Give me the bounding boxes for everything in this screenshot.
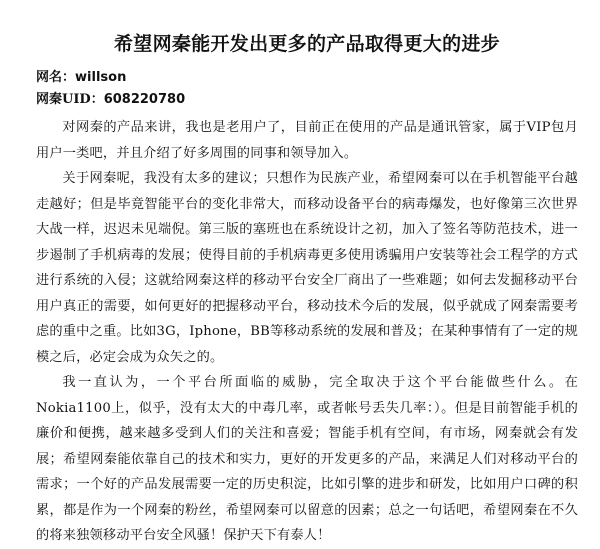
author-uid-label: 网秦UID： bbox=[36, 92, 104, 107]
author-name-label: 网名： bbox=[36, 70, 76, 85]
author-name-line bbox=[36, 67, 578, 89]
author-name-value: willson bbox=[75, 70, 127, 85]
article-paragraph-2: 关于网秦呢，我没有太多的建议；只想作为民族产业，希望网秦可以在手机智能平台越走越好；但是毕竟智能平台的变化非常大，而移动设备平台的病毒爆发，也好像第三次世界大战一样，迟迟未见端倪。第三版的塞班也在系统设计之初，加入了签名等防范技术，进一步遏制了手机病毒的发展；使得目前的手机病毒更多使用诱骗用户安装等社会工程学的方式进行系统的入侵；这就给网秦这样的移动平台安全厂商出了一些难题；如何去发掘移动平台用户真正的需要，如何更好的把握移动平台，移动技术今后的发展，似乎就成了网秦需要考虑的重中之重。比如3G，Iphone，BB等移动系统的发展和普及；在某种事情有了一定的规模之后，必定会成为众矢之的。 bbox=[36, 171, 578, 365]
author-uid-value: 608220780 bbox=[103, 92, 186, 107]
article-title: 希望网秦能开发出更多的产品取得更大的进步 bbox=[113, 33, 500, 55]
article-paragraph-1: 对网秦的产品来讲，我也是老用户了，目前正在使用的产品是通讯管家，属于VIP包月用户一类吧，并且介绍了好多周围的同事和领导加入。 bbox=[36, 120, 578, 161]
author-uid-line bbox=[36, 89, 578, 111]
article-paragraph-3: 我一直认为，一个平台所面临的威胁，完全取决于这个平台能做些什么。在Nokia1100上，似乎，没有太大的中毒几率，或者帐号丢失几率：）。但是目前智能手机的廉价和便携，越来越多受到人们的关注和喜爱；智能手机有空间，有市场，网秦就会有发展；希望网秦能依靠自己的技术和实力，更好的开发更多的产品，来满足人们对移动平台的需求；一个好的产品发展需要一定的历史积淀，比如引擎的进步和研发，比如用户口碑的积累，都是作为一个网秦的粉丝，希望网秦可以留意的因素；总之一句话吧，希望网秦在不久的将来独领移动平台安全风骚！保护天下有泰人！ bbox=[36, 375, 578, 543]
